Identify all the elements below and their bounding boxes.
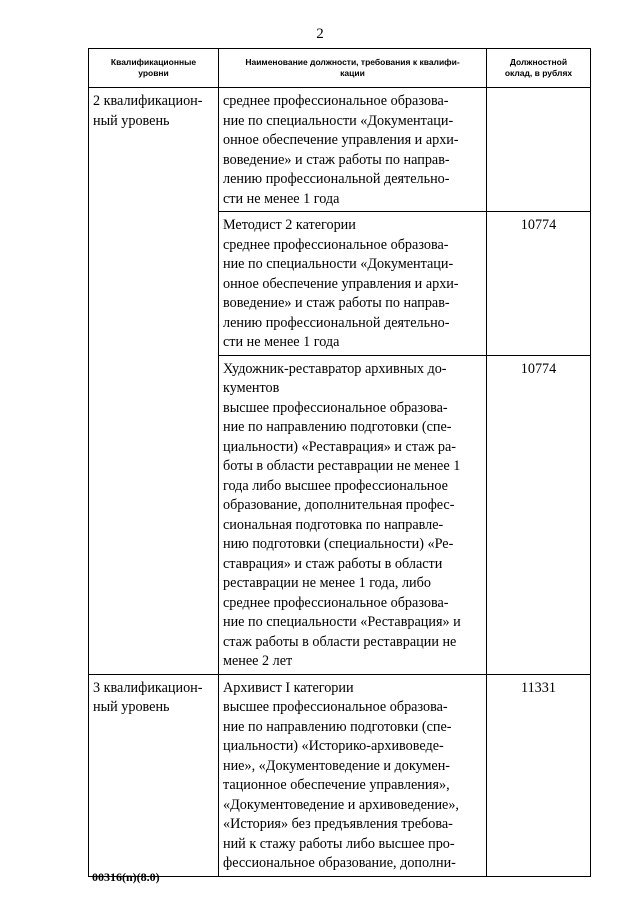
- level-cell: [89, 674, 219, 876]
- description-line: нию подготовки (специальности) «Ре-: [223, 536, 454, 552]
- description-line: фессиональное образование, дополни-: [223, 855, 456, 871]
- salary-value: [487, 88, 590, 92]
- description-line: лению профессиональной деятельно-: [223, 314, 450, 331]
- header-position-line: Наименование должности, требования к квалифи-: [245, 57, 460, 67]
- header-salary-line: оклад, в рублях: [504, 68, 573, 78]
- salary-value: 11331: [521, 679, 556, 696]
- position-title: Художник-реставратор архивных до-: [223, 360, 447, 377]
- position-title: кументов: [223, 380, 280, 396]
- description-line: стаж работы в области реставрации не: [223, 633, 457, 650]
- description-line: «Документоведение и архивоведение»,: [223, 796, 459, 813]
- document-code: 00316(n)(8.0): [92, 870, 160, 884]
- description-line: ний к стажу работы либо высшее про-: [223, 835, 455, 852]
- salary-cell: [487, 355, 591, 674]
- description-line: сти не менее 1 года: [223, 334, 340, 350]
- description-line: ние», «Документоведение и докумен-: [223, 757, 451, 774]
- level-line: 2 квалификацион-: [93, 93, 203, 109]
- header-position: [219, 49, 487, 88]
- table-header-row: [89, 49, 591, 88]
- salary-value: 10774: [520, 360, 557, 377]
- description-line: воведение» и стаж работы по направ-: [223, 295, 450, 311]
- description-line: среднее профессиональное образова-: [223, 236, 449, 253]
- description-line: ние по специальности «Документаци-: [223, 112, 454, 129]
- salary-value: 10774: [520, 217, 557, 233]
- description-line: «История» без предъявления требова-: [223, 816, 453, 832]
- description-line: сти не менее 1 года: [223, 190, 340, 207]
- description-line: тационное обеспечение управления»,: [223, 777, 450, 793]
- description-line: ние по направлению подготовки (спе-: [223, 419, 452, 435]
- header-level: [89, 49, 219, 88]
- description-line: ние по специальности «Документаци-: [223, 256, 454, 272]
- description-line: реставрации не менее 1 года, либо: [223, 575, 431, 591]
- description-line: менее 2 лет: [223, 653, 293, 669]
- description-line: высшее профессиональное образова-: [223, 399, 448, 416]
- description-cell: [219, 674, 487, 876]
- table-row: [89, 674, 591, 876]
- description-line: лению профессиональной деятельно-: [223, 171, 450, 187]
- salary-table: [88, 48, 591, 877]
- level-line: 3 квалификацион-: [93, 679, 203, 696]
- description-cell: [219, 88, 487, 212]
- description-line: образование, дополнительная профес-: [223, 497, 455, 513]
- description-line: сиональная подготовка по направле-: [223, 516, 444, 533]
- description-line: онное обеспечение управления и архи-: [223, 275, 459, 292]
- description-cell: [219, 355, 487, 674]
- level-line: ный уровень: [93, 112, 170, 129]
- level-cell: [89, 88, 219, 675]
- description-cell: [219, 212, 487, 356]
- salary-cell: [487, 88, 591, 212]
- description-line: циальности) «Историко-архивоведе-: [223, 738, 444, 754]
- description-line: высшее профессиональное образова-: [223, 699, 448, 715]
- description-line: боты в области реставрации не менее 1: [223, 458, 461, 474]
- table-row: [89, 88, 591, 212]
- header-level-line: уровни: [138, 68, 169, 78]
- salary-cell: [487, 674, 591, 876]
- salary-cell: [487, 212, 591, 356]
- level-line: ный уровень: [93, 699, 170, 715]
- header-level-line: Квалификационные: [110, 57, 197, 67]
- description-line: ние по направлению подготовки (спе-: [223, 718, 452, 735]
- position-title: Методист 2 категории: [223, 217, 356, 233]
- header-salary: [487, 49, 591, 88]
- description-line: ставрация» и стаж работы в области: [223, 555, 443, 572]
- header-position-line: кации: [340, 68, 365, 78]
- position-title: Архивист I категории: [223, 679, 354, 696]
- description-line: года либо высшее профессиональное: [223, 477, 448, 494]
- page-number: 2: [316, 26, 324, 42]
- description-line: циальности) «Реставрация» и стаж ра-: [223, 438, 456, 455]
- description-line: среднее профессиональное образова-: [223, 594, 449, 611]
- description-line: ние по специальности «Реставрация» и: [223, 614, 461, 630]
- description-line: воведение» и стаж работы по направ-: [223, 151, 450, 168]
- header-salary-line: Должностной: [509, 57, 568, 67]
- description-line: онное обеспечение управления и архи-: [223, 132, 459, 148]
- description-line: среднее профессиональное образова-: [223, 93, 449, 109]
